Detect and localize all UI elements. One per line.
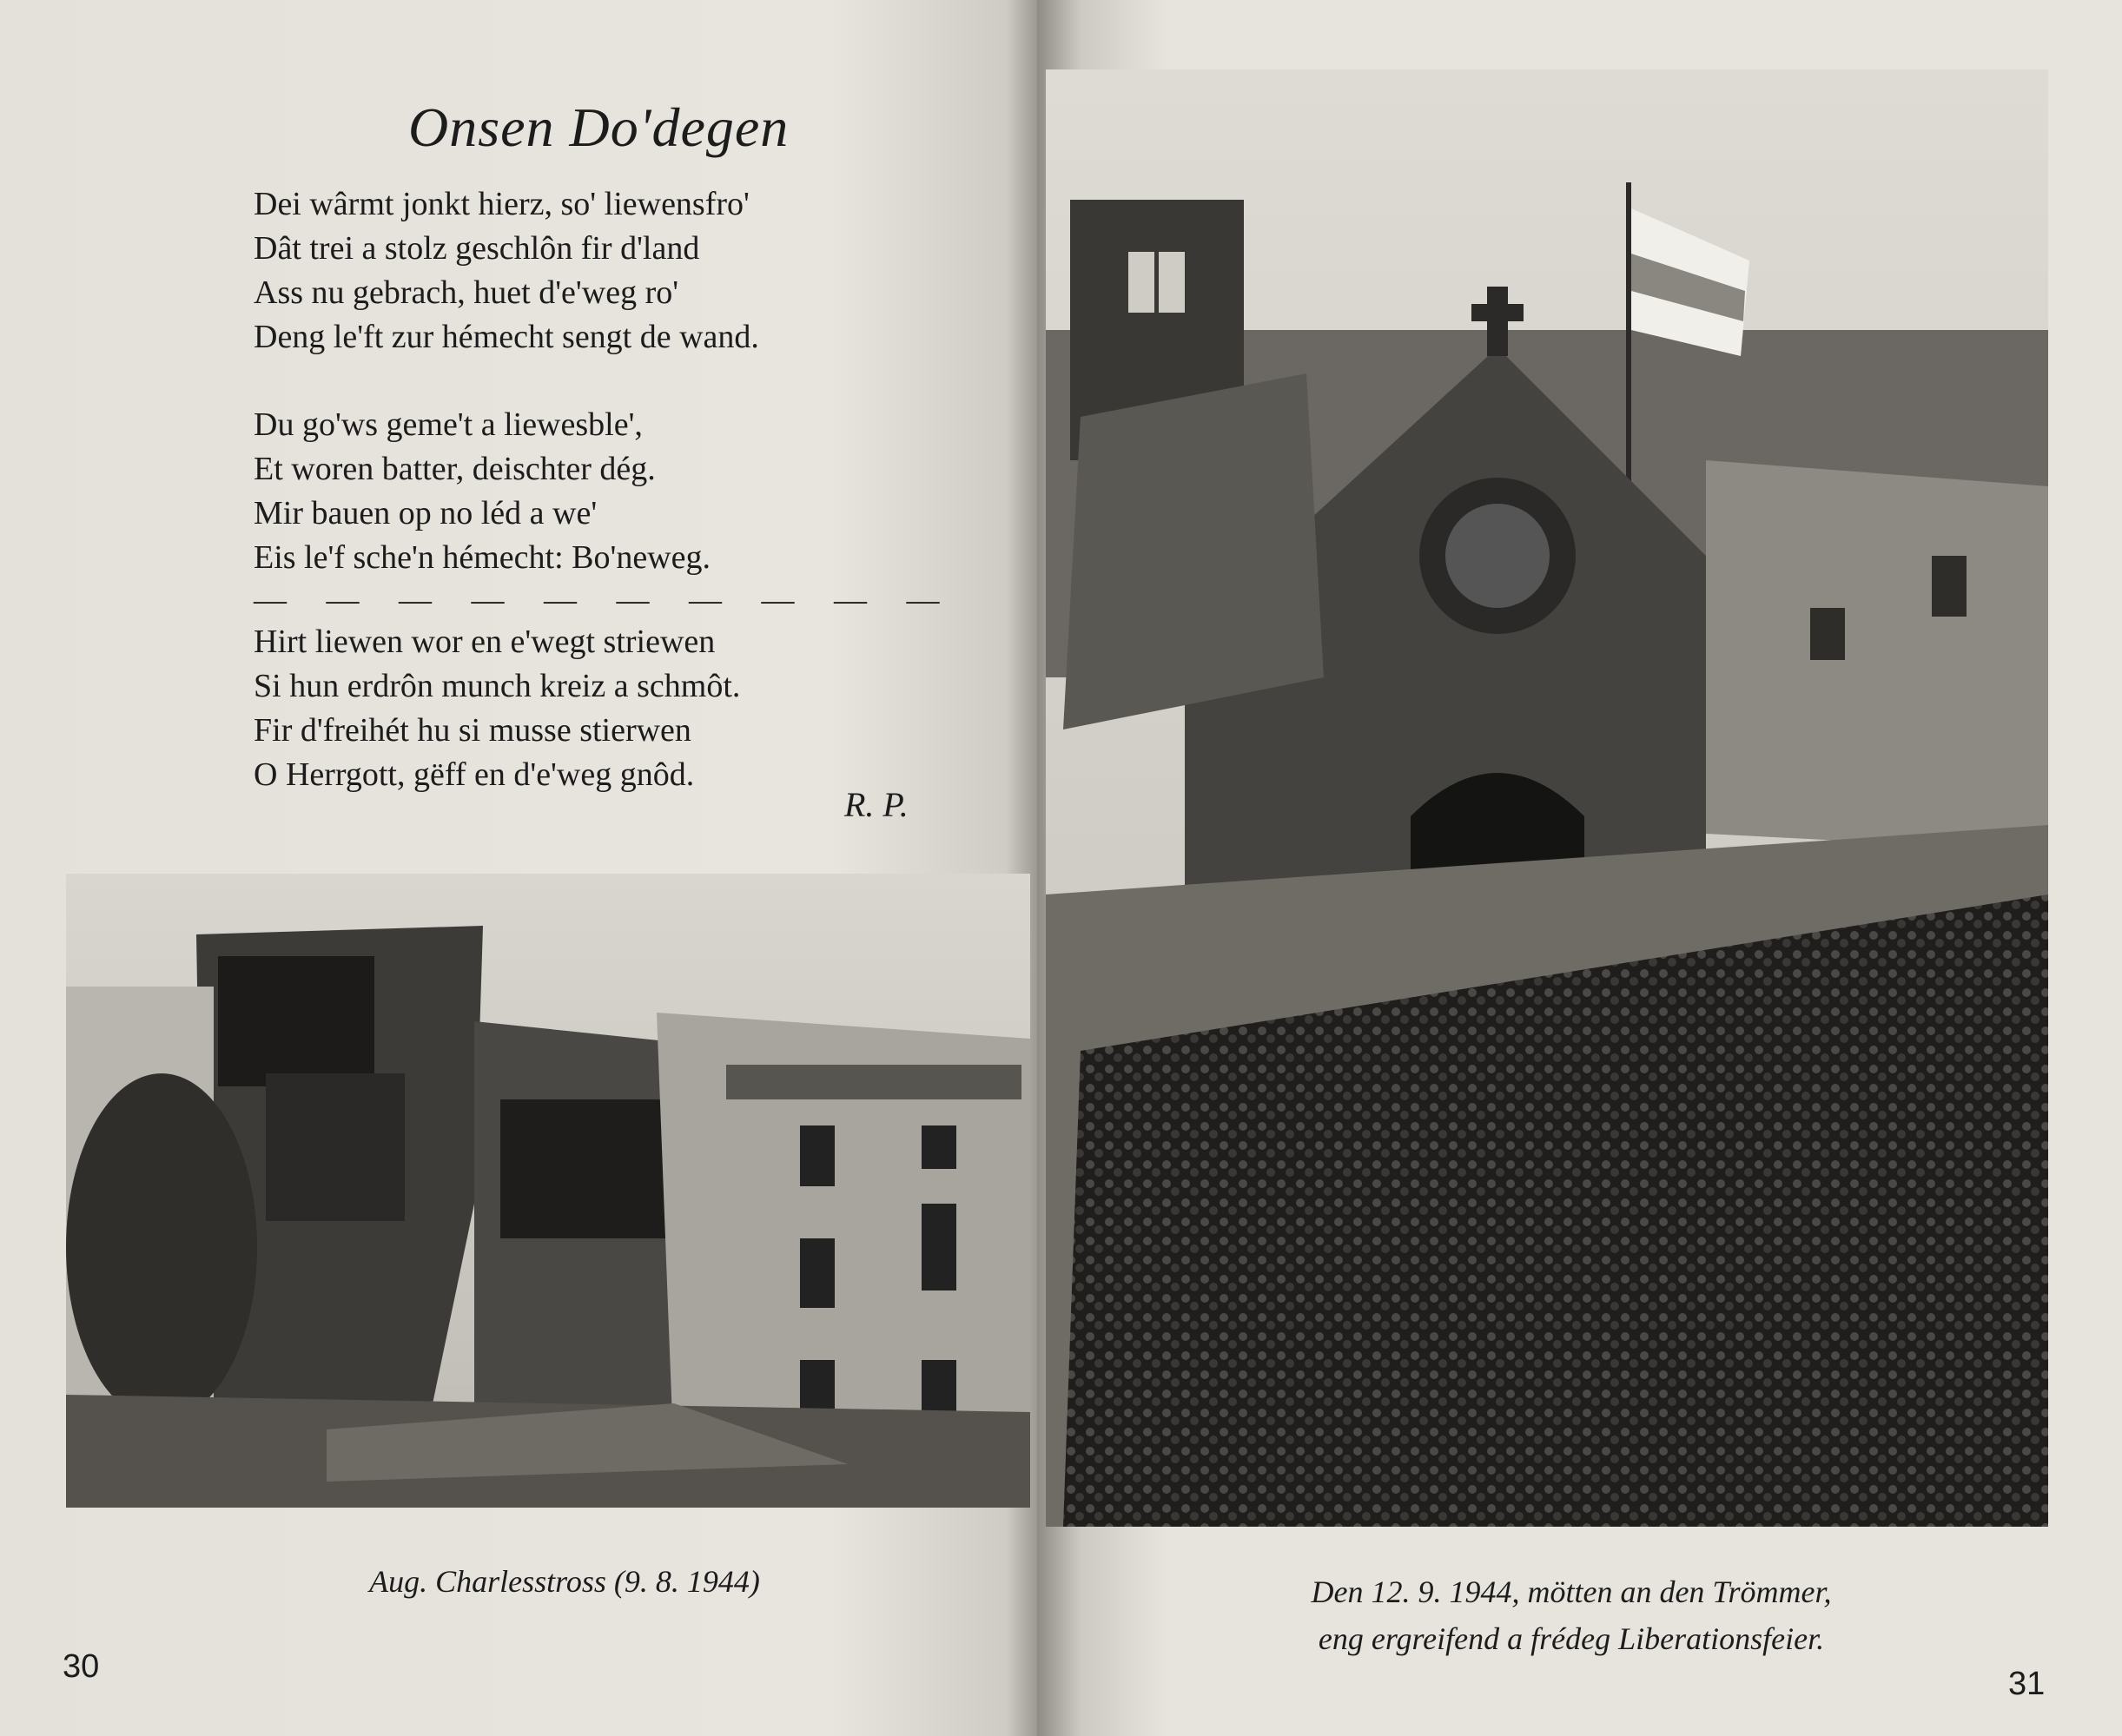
poem-body bbox=[254, 182, 955, 841]
poem-line: Du go'ws geme't a liewesble', bbox=[254, 406, 643, 443]
poem-line: Fir d'freihét hu si musse stierwen bbox=[254, 712, 691, 749]
poem-stanza-2 bbox=[254, 403, 949, 580]
poem-line: Deng le'ft zur hémecht sengt de wand. bbox=[254, 319, 759, 355]
poem-stanza-1 bbox=[254, 182, 949, 360]
poem-stanza-3 bbox=[254, 620, 949, 797]
poem-line: Ass nu gebrach, huet d'e'weg ro' bbox=[254, 274, 679, 311]
poem-line: Et woren batter, deischter dég. bbox=[254, 451, 656, 487]
photo-bombed-houses bbox=[66, 874, 1030, 1508]
right-caption-line-1: Den 12. 9. 1944, mötten an den Trömmer, bbox=[1311, 1574, 1832, 1609]
poem-line: Hirt liewen wor en e'wegt striewen bbox=[254, 624, 716, 660]
left-photo-caption: Aug. Charlesstross (9. 8. 1944) bbox=[369, 1564, 760, 1599]
poem-line: O Herrgott, gëff en d'e'weg gnôd. bbox=[254, 756, 695, 793]
poem-line: Eis le'f sche'n hémecht: Bo'neweg. bbox=[254, 539, 711, 576]
poem-line: Dei wârmt jonkt hierz, so' liewensfro' bbox=[254, 186, 750, 222]
poem-line: Mir bauen op no léd a we' bbox=[254, 495, 598, 531]
poem-line: Dât trei a stolz geschlôn fir d'land bbox=[254, 230, 700, 267]
church-crowd-illustration bbox=[1046, 69, 2048, 1527]
left-page bbox=[0, 0, 1037, 1736]
bombed-houses-illustration bbox=[66, 874, 1030, 1508]
poem-title: Onsen Do'degen bbox=[408, 96, 790, 158]
right-caption-line-2: eng ergreifend a frédeg Liberationsfeier. bbox=[1318, 1621, 1825, 1656]
right-photo-caption bbox=[1159, 1568, 1984, 1662]
poem-line: Si hun erdrôn munch kreiz a schmôt. bbox=[254, 668, 741, 704]
poem-author: R. P. bbox=[844, 785, 909, 824]
page-number-left: 30 bbox=[63, 1648, 100, 1685]
stanza-separator: — — — — — — — — — — bbox=[254, 582, 955, 618]
page-number-right: 31 bbox=[2008, 1666, 2046, 1702]
right-page bbox=[1037, 0, 2122, 1736]
photo-liberation-crowd bbox=[1046, 69, 2048, 1527]
